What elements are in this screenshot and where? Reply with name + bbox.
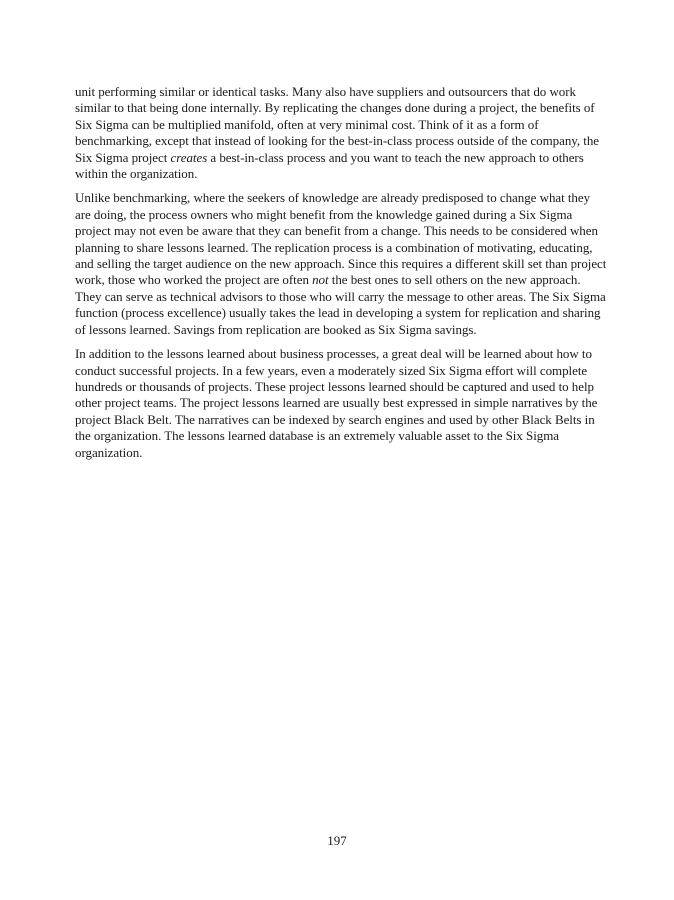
paragraph-2-emphasis-not: not	[312, 272, 329, 288]
paragraph-1-text-2: a best-in-class process and you want to teach the new approach to others within the organization.	[75, 149, 584, 182]
paragraph-1-emphasis-creates: creates	[170, 149, 208, 165]
page-number: 197	[327, 833, 347, 848]
paragraph-2-text-1: Unlike benchmarking, where the seekers of knowledge are already predisposed to change what they are doing, the process owners who might benefit from the knowledge gained during a Six Sigma project may not even be aware that they can benefit from a change. This needs to be considered when planning to share lessons learned. The replication process is a combination of motivating, educating, and selling the target audience on the new approach. Since this requires a different skill set than project work, those who worked the project are often	[75, 190, 607, 288]
paragraph-2-text-2: the best ones to sell others on the new approach. They can serve as technical advisors to those who will carry the message to other areas. The Six Sigma function (process excellence) usually takes the lead in developing a system for replication and sharing of lessons learned. Savings from replication are booked as Six Sigma savings.	[75, 272, 606, 337]
paragraph-1	[75, 84, 607, 182]
paragraph-3	[75, 346, 607, 461]
paragraph-1-text-1: unit performing similar or identical tasks. Many also have suppliers and outsourcers that do work similar to that being done internally. By replicating the changes done during a project, the benefits of Six Sigma can be multiplied manifold, often at very minimal cost. Think of it as a form of benchmarking, except that instead of looking for the best-in-class process outside of the company, the Six Sigma project	[75, 84, 600, 165]
paragraph-3-text-1: In addition to the lessons learned about business processes, a great deal will be learned about how to conduct successful projects. In a few years, even a moderately sized Six Sigma effort will complete hundreds or thousands of projects. These project lessons learned should be captured and used to help other project teams. The project lessons learned are usually best expressed in simple narratives by the project Black Belt. The narratives can be indexed by search engines and used by other Black Belts in the organization. The lessons learned database is an extremely valuable asset to the Six Sigma organization.	[75, 346, 598, 460]
paragraph-2	[75, 190, 607, 338]
page-body	[75, 84, 607, 469]
